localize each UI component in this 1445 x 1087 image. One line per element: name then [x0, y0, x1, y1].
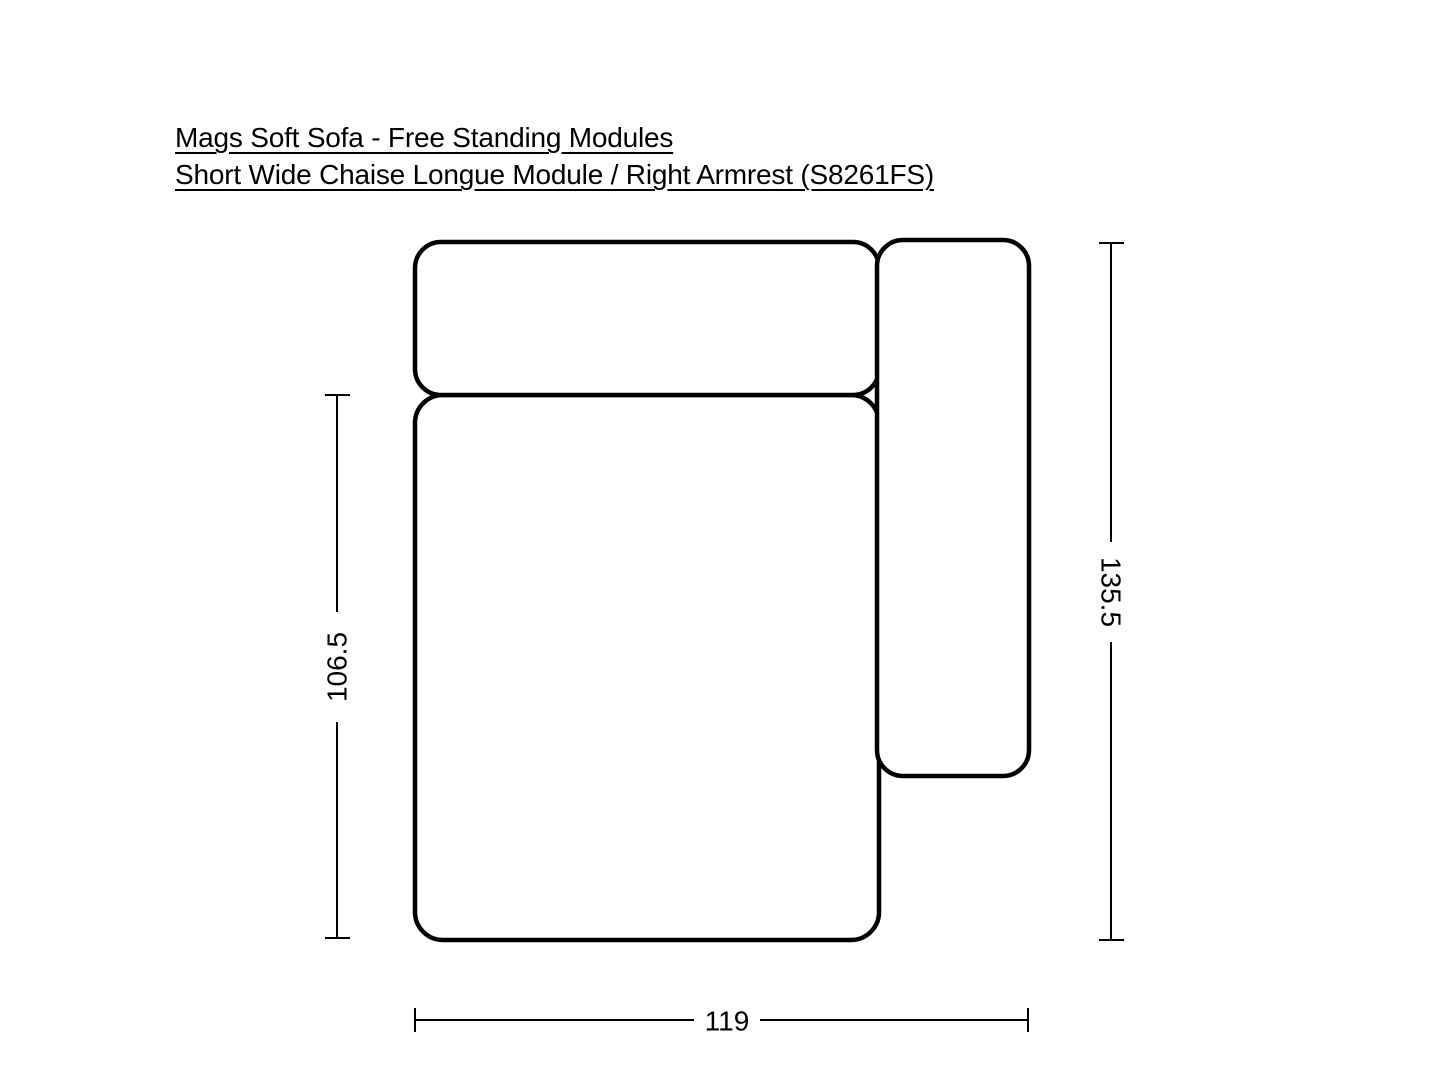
- dimension-right-label: 135.5: [1095, 556, 1127, 628]
- dimension-bottom: [415, 1006, 1028, 1037]
- dimension-left: [322, 395, 353, 938]
- dimension-bottom-label: 119: [704, 1005, 750, 1037]
- seat-outline: [415, 395, 879, 940]
- dimension-right: [1096, 243, 1127, 940]
- title-line-1: Mags Soft Sofa - Free Standing Modules: [175, 122, 674, 153]
- sofa-module-outline: [415, 240, 1029, 940]
- title-line-2: Short Wide Chaise Longue Module / Right Armrest (S8261FS): [175, 159, 934, 190]
- backrest-outline: [415, 242, 879, 395]
- armrest-outline: [877, 240, 1029, 776]
- dimension-left-label: 106.5: [321, 631, 353, 703]
